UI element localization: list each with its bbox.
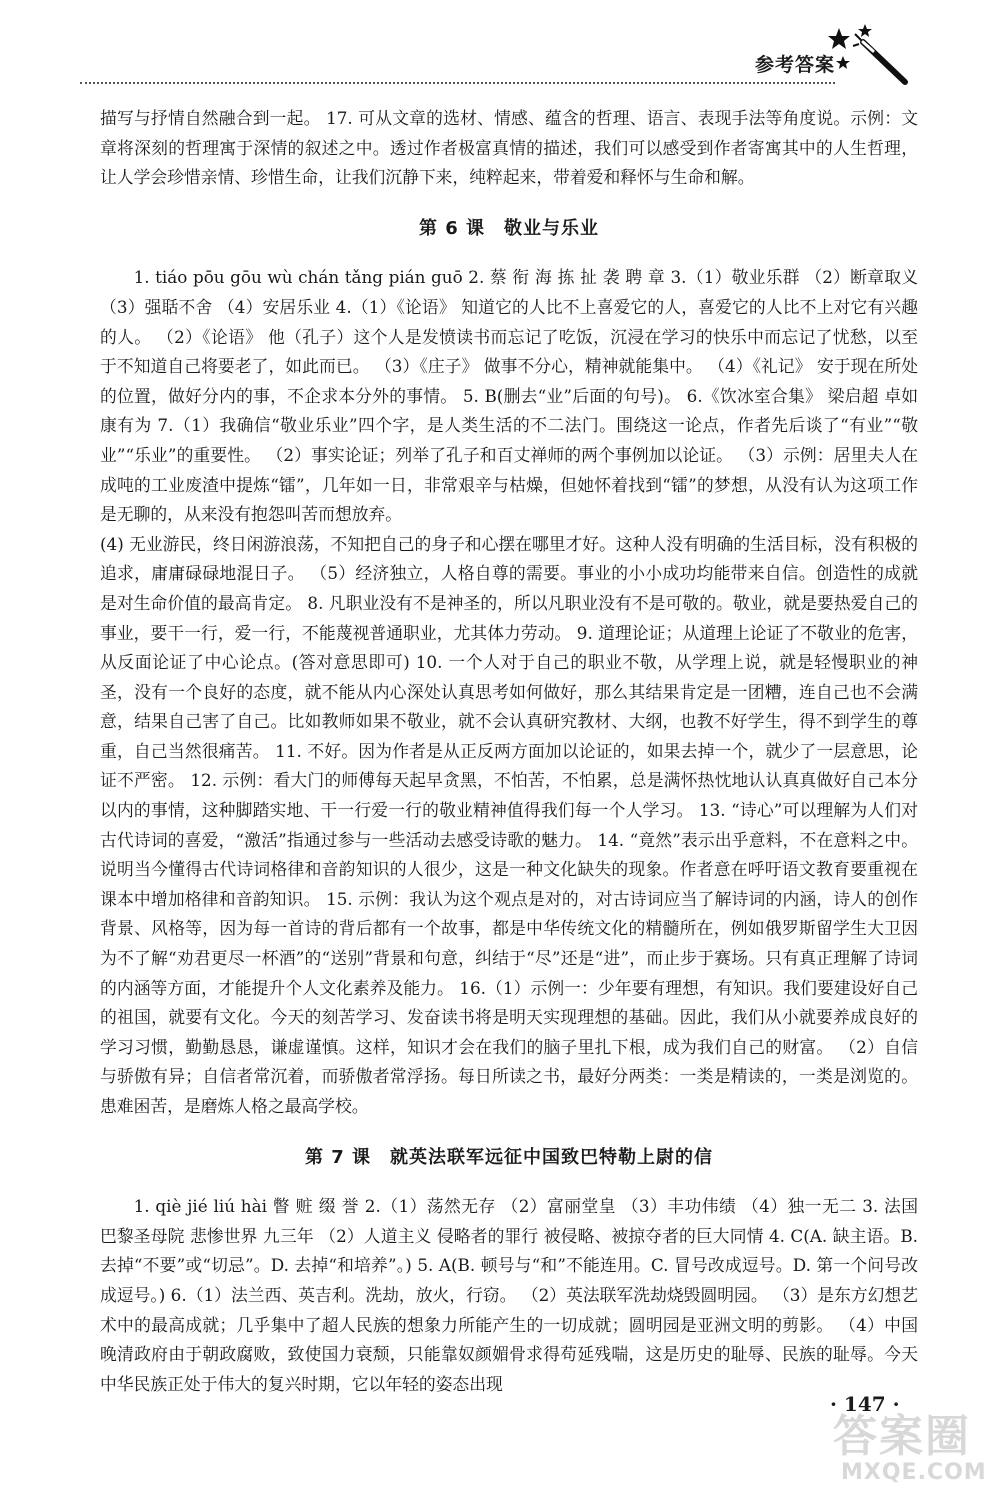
paragraph: 描写与抒情自然融合到一起。 17. 可从文章的选材、情感、蕴含的哲理、语言、表现手法等角度说。示例：文章将深刻的哲理寓于深情的叙述之中。透过作者极富真情的描述，我们可以感受到作者寄寓其中的人生哲理，让人学会珍惜亲情、珍惜生命，让我们沉静下来，纯粹起来，带着爱和释怀与生命和解。 xyxy=(100,108,918,188)
paragraph: (4) 无业游民，终日闲游浪荡，不知把自己的身子和心摆在哪里才好。这种人没有明确的生活目标，没有积极的追求，庸庸碌碌地混日子。 （5）经济独立，人格自尊的需要。事业的小小成功均能带来自信。创造性的成就是对生命价值的最高肯定。 8. 凡职业没有不是神圣的，所以凡职业没有不是可敬的。敬业，就是要热爱自己的事业，要干一行，爱一行，不能蔑视普通职业，尤其体力劳动。 9. 道理论证；从道理上论证了不敬业的危害，从反面论证了中心论点。(答对意思即可) 10. 一个人对于自己的职业不敬，从学理上说，就是轻慢职业的神圣，没有一个良好的态度，就不能从内心深处认真思考如何做好，那么其结果肯定是一团糟，连自己也不会满意，结果自己害了自己。比如教师如果不敬业，就不会认真研究教材、大纲，也教不好学生，得不到学生的尊重，自己当然很痛苦。 11. 不好。因为作者是从正反两方面加以论证的，如果去掉一个，就少了一层意思，论证不严密。 12. 示例：看大门的师傅每天起早贪黑，不怕苦，不怕累，总是满怀热忱地认认真真做好自己本分以内的事情，这种脚踏实地、干一行爱一行的敬业精神值得我们每一个人学习。 13. “诗心”可以理解为人们对古代诗词的喜爱，“激活”指通过参与一些活动去感受诗歌的魅力。 14. “竟然”表示出乎意料，不在意料之中。说明当今懂得古代诗词格律和音韵知识的人很少，这是一种文化缺失的现象。作者意在呼吁语文教育要重视在课本中增加格律和音韵知识。 15. 示例：我认为这个观点是对的，对古诗词应当了解诗词的内涵，诗人的创作背景、风格等，因为每一首诗的背后都有一个故事，都是中华传统文化的精髓所在，例如俄罗斯留学生大卫因为不了解“劝君更尽一杯酒”的“送别”背景和句意，纠结于“尽”还是“进”，而止步于赛场。只有真正理解了诗词的内涵等方面，才能提升个人文化素养及能力。 16.（1）示例一：少年要有理想，有知识。我们要建设好自己的祖国，就要有文化。今天的刻苦学习、发奋读书将是明天实现理想的基础。因此，我们从小就要养成良好的学习习惯，勤勤恳恳，谦虚谨慎。这样，知识才会在我们的脑子里扎下根，成为我们自己的财富。 （2）自信与骄傲有异；自信者常沉着，而骄傲者常浮扬。每日所读之书，最好分两类：一类是精读的，一类是浏览的。患难困苦，是磨炼人格之最高学校。 xyxy=(100,533,918,1116)
header-dotted-rule xyxy=(80,82,835,84)
watermark-logo xyxy=(815,1400,985,1492)
page-header xyxy=(80,0,915,95)
watermark-url: MXQE.COM xyxy=(841,1460,987,1485)
page-number: · 147 · xyxy=(830,1392,900,1416)
lesson-6-title: 第 6 课 敬业与乐业 xyxy=(418,217,600,239)
paragraph: 1. qiè jié liú hài 瞥 赃 缀 誉 2.（1）荡然无存 （2）富丽堂皇 （3）丰功伟绩 （4）独一无二 3. 法国 巴黎圣母院 悲惨世界 九三年 （2）人道主义 侵略者的罪行 被侵略、被掠夺者的巨大同情 4. C(A. 缺主语。B. 去掉“不要”或“切忌”。D. 去掉“和培养”。) 5. A(B. 顿号与“和”不能连用。C. 冒号改成逗号。D. 第一个问号改成逗号。) 6.（1）法兰西、英吉利。洗劫，放火，行窃。 （2）英法联军洗劫烧毁圆明园。 （3）是东方幻想艺术中的最高成就；几乎集中了超人民族的想象力所能产生的一切成就；圆明园是亚洲文明的剪影。 （4）中国晚清政府由于朝政腐败，致使国力衰颓，只能靠奴颜媚骨求得苟延残喘，这是历史的耻辱、民族的耻辱。今天中华民族正处于伟大的复兴时期，它以年轻的姿态出现 xyxy=(100,1196,918,1394)
paragraph: 1. tiáo pōu gōu wù chán tǎng pián guō 2. 蔡 衔 海 拣 扯 袭 聘 章 3.（1）敬业乐群 （2）断章取义 （3）强聒不舍 （4）安居乐业 4.（1）《论语》 知道它的人比不上喜爱它的人，喜爱它的人比不上对它有兴趣的人。 （2）《论语》 他（孔子）这个人是发愤读书而忘记了吃饭，沉浸在学习的快乐中而忘记了忧愁，以至于不知道自己将要老了，如此而已。 （3）《庄子》 做事不分心，精神就能集中。 （4）《礼记》 安于现在所处的位置，做好分内的事，不企求本分外的事情。 5. B(删去“业”后面的句号)。 6.《饮冰室合集》 梁启超 卓如 康有为 7.（1）我确信“敬业乐业”四个字，是人类生活的不二法门。围绕这一论点，作者先后谈了“有业”“敬业”“乐业”的重要性。 （2）事实论证；列举了孔子和百丈禅师的两个事例加以论证。 （3）示例：居里夫人在成吨的工业废渣中提炼“镭”，几年如一日，非常艰辛与枯燥，但她怀着找到“镭”的梦想，从没有认为这项工作是无聊的，从来没有抱怨叫苦而想放弃。 xyxy=(100,267,918,525)
header-title: 参考答案 xyxy=(754,54,835,76)
magic-wand-icon xyxy=(825,20,915,90)
lesson-7-title: 第 7 课 就英法联军远征中国致巴特勒上尉的信 xyxy=(304,1146,714,1168)
watermark-text: 答案圈 xyxy=(833,1411,971,1462)
answer-content xyxy=(100,104,918,1399)
